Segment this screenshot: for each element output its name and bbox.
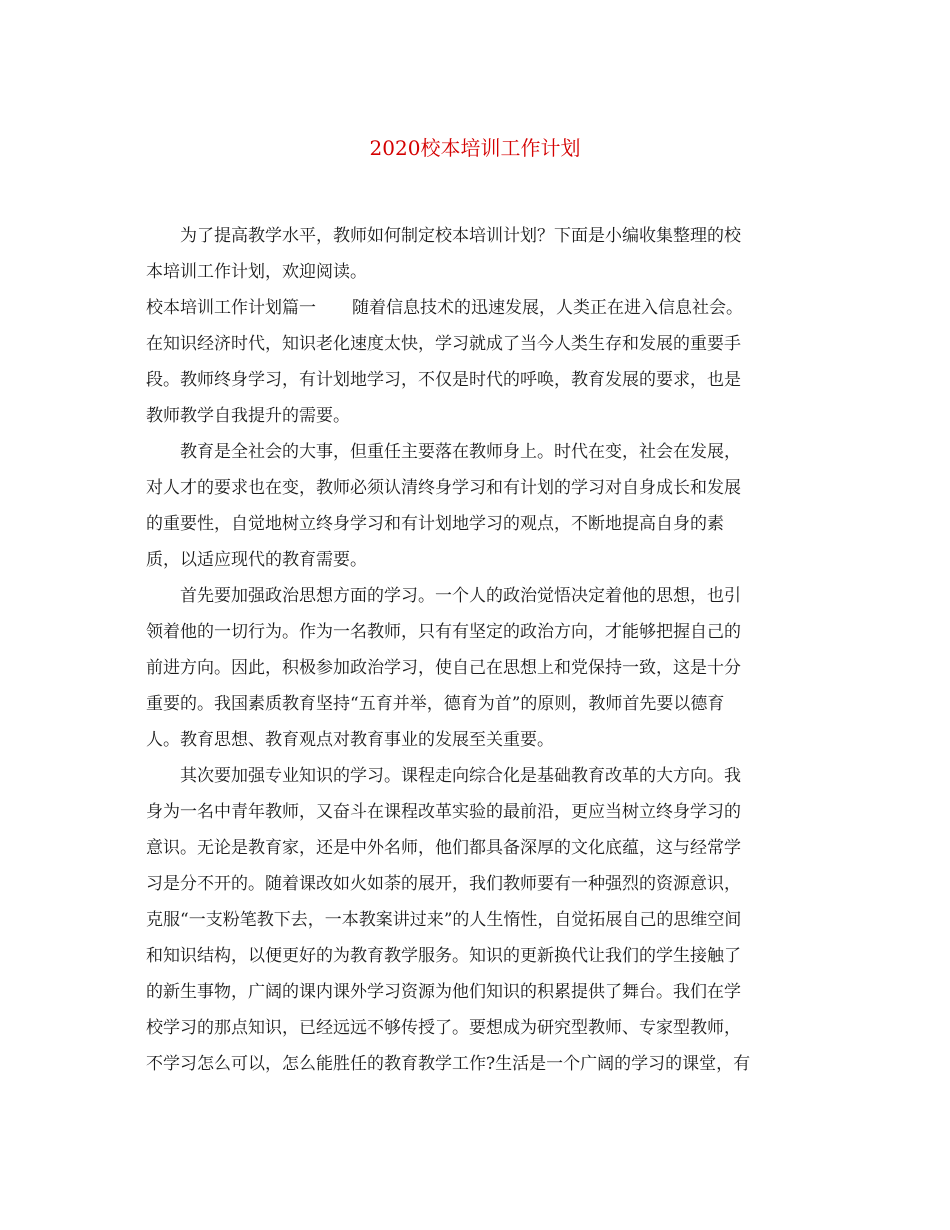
paragraph-line: 克服“一支粉笔教下去，一本教案讲过来”的人生惰性，自觉拓展自己的思维空间 — [146, 910, 742, 930]
paragraph-line: 教育是全社会的大事，但重任主要落在教师身上。时代在变，社会在发展， — [180, 442, 741, 462]
paragraph-line: 段。教师终身学习，有计划地学习，不仅是时代的呼唤，教育发展的要求，也是 — [146, 370, 741, 390]
paragraph-line: 对人才的要求也在变，教师必须认清终身学习和有计划的学习对自身成长和发展 — [146, 478, 741, 498]
paragraph-line: 在知识经济时代，知识老化速度太快，学习就成了当今人类生存和发展的重要手 — [146, 334, 741, 354]
paragraph-text: 随着信息技术的迅速发展，人类正在进入信息社会。 — [352, 298, 743, 318]
section-heading-line — [146, 296, 743, 320]
paragraph-line: 意识。无论是教育家，还是中外名师，他们都具备深厚的文化底蕴，这与经常学 — [146, 838, 741, 858]
paragraph-line: 校学习的那点知识，已经远远不够传授了。要想成为研究型教师、专家型教师， — [146, 1018, 741, 1038]
document-title: 2020校本培训工作计划 — [369, 136, 581, 160]
paragraph-line: 人。教育思想、教育观点对教育事业的发展至关重要。 — [146, 730, 554, 750]
paragraph-line: 为了提高教学水平，教师如何制定校本培训计划？下面是小编收集整理的校 — [180, 226, 741, 246]
paragraph-line: 的重要性，自觉地树立终身学习和有计划地学习的观点，不断地提高自身的素 — [146, 514, 724, 534]
paragraph-line: 质，以适应现代的教育需要。 — [146, 550, 367, 570]
section-heading: 校本培训工作计划篇一 — [146, 298, 316, 318]
paragraph-line: 教师教学自我提升的需要。 — [146, 406, 350, 426]
paragraph-line: 不学习怎么可以，怎么能胜任的教育教学工作?生活是一个广阔的学习的课堂，有 — [146, 1054, 751, 1074]
paragraph-line: 的新生事物，广阔的课内课外学习资源为他们知识的积累提供了舞台。我们在学 — [146, 982, 741, 1002]
paragraph-line: 和知识结构，以便更好的为教育教学服务。知识的更新换代让我们的学生接触了 — [146, 946, 741, 966]
paragraph-line: 本培训工作计划，欢迎阅读。 — [146, 262, 367, 282]
paragraph-line: 习是分不开的。随着课改如火如荼的展开，我们教师要有一种强烈的资源意识， — [146, 874, 741, 894]
paragraph-line: 领着他的一切行为。作为一名教师，只有有坚定的政治方向，才能够把握自己的 — [146, 622, 741, 642]
paragraph-line: 其次要加强专业知识的学习。课程走向综合化是基础教育改革的大方向。我 — [180, 766, 741, 786]
paragraph-line: 首先要加强政治思想方面的学习。一个人的政治觉悟决定着他的思想，也引 — [180, 586, 741, 606]
paragraph-line: 身为一名中青年教师，又奋斗在课程改革实验的最前沿，更应当树立终身学习的 — [146, 802, 741, 822]
paragraph-line: 重要的。我国素质教育坚持“五育并举，德育为首”的原则，教师首先要以德育 — [146, 694, 725, 714]
paragraph-line: 前进方向。因此，积极参加政治学习，使自己在思想上和党保持一致，这是十分 — [146, 658, 741, 678]
